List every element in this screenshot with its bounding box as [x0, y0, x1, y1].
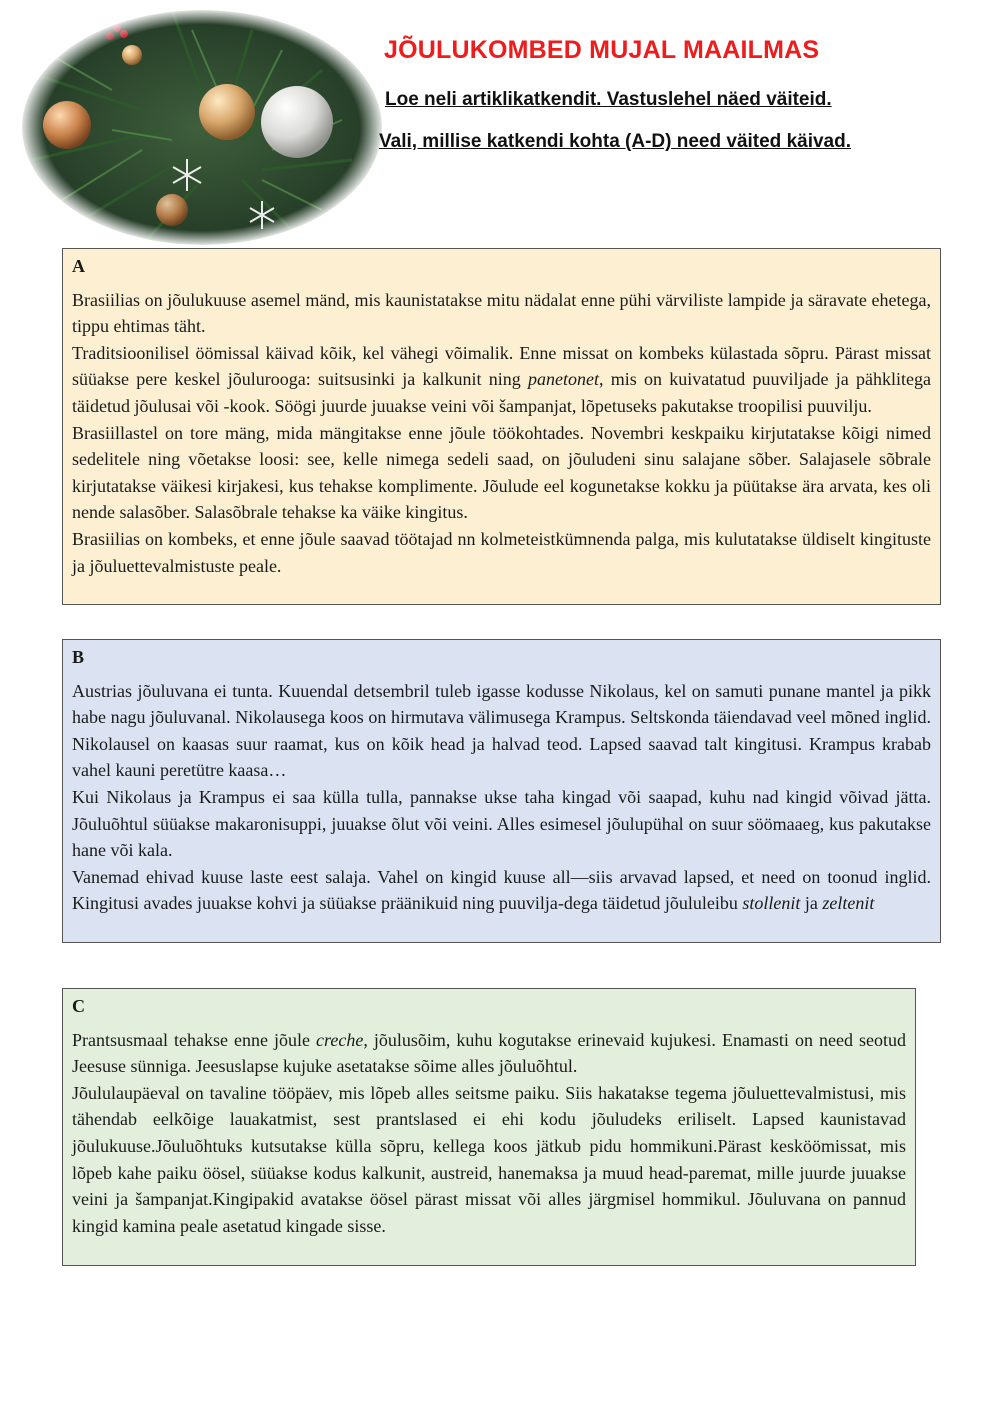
- section-letter: B: [72, 647, 85, 667]
- christmas-tree-icon: [22, 10, 382, 245]
- paragraph: Brasiillastel on tore mäng, mida mängitakse enne jõule töökohtades. Novembri keskpaiku kirjutatakse kõigi nimed sedelitele ning võetakse loosi: see, kelle nimega sedeli saad, on jõuludeni sinu salajane sõber. Salajasele sõbrale kirjutatakse väikesi kirjakesi, kus tehakse komplimente. Jõulude eel kogunetakse kokku ja püütakse ära arvata, kes oli nende salasõber. Salasõbrale tehakse ka väike kingitus.: [72, 422, 931, 523]
- paragraph: [72, 1027, 906, 1080]
- section-letter: A: [72, 256, 85, 276]
- paragraph-text: Vanemad ehivad kuuse laste eest salaja. Vahel on kingid kuuse all—siis arvavad lapsed, et need on toonud inglid. Kingitusi avades juuakse kohvi ja süüakse präänikuid ning puuvilja-dega täidetud jõululeibu: [72, 866, 931, 914]
- italic-term: creche: [316, 1029, 364, 1050]
- italic-term: zeltenit: [822, 893, 875, 914]
- paragraph-text: , mis on kuivatatud puuviljade ja pähklitega täidetud jõulusai või -kook. Söögi juurde juuakse veini või šampanjat, lõpetuseks pakutakse troopilisi puuvilju.: [72, 369, 932, 416]
- paragraph-text: Traditsioonilisel öömissal käivad kõik, kel vähegi võimalik. Enne missat on kombeks külastada sõpru. Pärast missat süüakse pere keskel jõulurooga: suitsusinki ja kalkunit ning: [72, 342, 931, 390]
- instruction-line-2: Vali, millise katkendi kohta (A-D) need väited käivad.: [379, 131, 851, 152]
- page-title: JÕULUKOMBED MUJAL MAAILMAS: [384, 36, 820, 64]
- paragraph-text: , jõulusõim, kuhu kogutakse erinevaid kujukesi. Enamasti on need seotud Jeesuse sünniga. Jeesuslapse kujuke asetatakse sõime alles jõuluõhtul.: [72, 1029, 906, 1077]
- paragraph-text: ja: [800, 893, 823, 914]
- paragraph-text: Prantsusmaal tehakse enne jõule: [72, 1029, 311, 1050]
- paragraph: Kui Nikolaus ja Krampus ei saa külla tulla, pannakse ukse taha kingad või saapad, kuhu nad kingid võivad jätta. Jõuluõhtul süüakse makaronisuppi, juuakse õlut või veini. Alles esimesel jõulupühal on suur söömaaeg, kus pakutakse hane või kala.: [72, 786, 931, 861]
- section-c: [62, 988, 916, 1266]
- italic-term: panetonet: [528, 369, 600, 390]
- paragraph: Brasiilias on jõulukuuse asemel mänd, mis kaunistatakse mitu nädalat enne pühi värviliste lampide ja säravate ehetega, tippu ehtimas täht.: [72, 289, 931, 337]
- section-a: [62, 248, 941, 605]
- paragraph: [72, 864, 931, 917]
- paragraph: Brasiilias on kombeks, et enne jõule saavad töötajad nn kolmeteistkümnenda palga, mis kulutatakse üldiselt kingituste ja jõuluettevalmistuste peale.: [72, 528, 931, 576]
- italic-term: stollenit: [742, 893, 801, 914]
- paragraph: Jõululaupäeval on tavaline tööpäev, mis lõpeb alles seitsme paiku. Siis hakatakse tegema jõuluettevalmistusi, mis tähendab eelkõige lauakatmist, sest prantslased ei ehi kodu jõuludeks eriliselt. Lapsed kaunistavad jõulukuuse.Jõuluõhtuks kutsutakse külla sõpru, kellega koos jätkub pidu hommikuni.Pärast kesköömissat, mis lõpeb kahe paiku öösel, süüakse kodus kalkunit, austreid, hanemaksa ja muud head-paremat, mille juurde juuakse veini ja šampanjat.Kingipakid avatakse öösel pärast missat või alles järgmisel hommikul. Jõuluvana on pannud kingid kamina peale asetatud kingade sisse.: [72, 1082, 906, 1236]
- paragraph: [72, 340, 931, 420]
- instruction-line-1: Loe neli artiklikatkendit. Vastuslehel näed väiteid.: [385, 89, 832, 110]
- paragraph: Austrias jõuluvana ei tunta. Kuuendal detsembril tuleb igasse kodusse Nikolaus, kel on samuti punane mantel ja pikk habe nagu jõuluvanal. Nikolausega koos on hirmutava välimusega Krampus. Seltskonda täiendavad veel mõned inglid. Nikolausel on kaasas suur raamat, kus on kõik head ja halvad teod. Lapsed saavad talt kingitusi. Krampus krabab vahel kauni peretütre kaasa…: [72, 680, 931, 781]
- christmas-ornaments-photo: [22, 10, 382, 245]
- section-letter: C: [72, 996, 85, 1016]
- section-b: [62, 639, 941, 943]
